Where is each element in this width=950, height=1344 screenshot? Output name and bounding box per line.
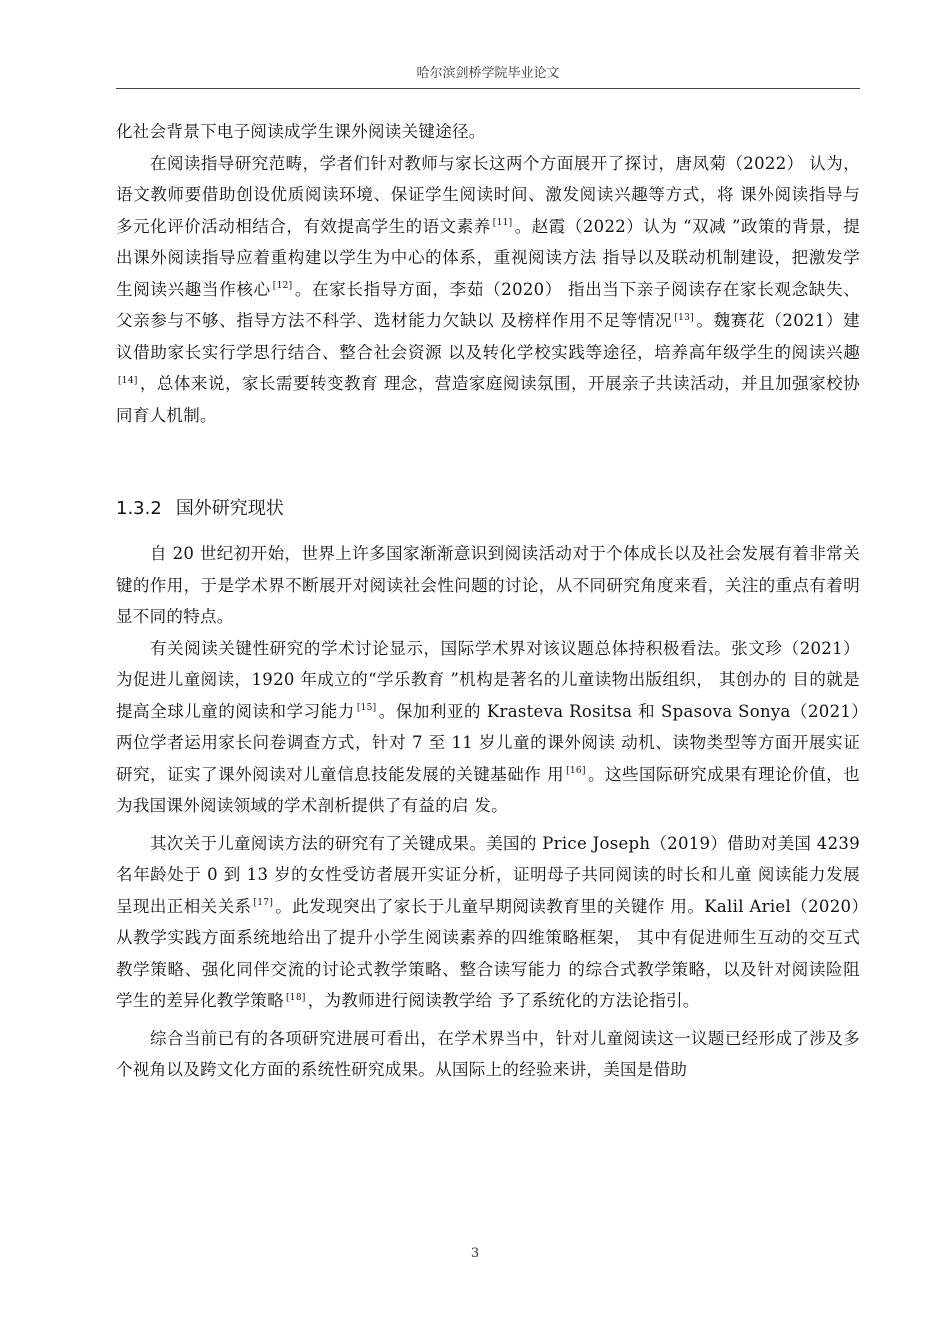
text-run: 。此发现突出了家长于儿童早期阅读教育里的关键作 用。Kalil Ariel（2020）从教学实践方面系统地给出了提升小学生阅读素养的四维策略框架， 其中有促进师生互动的交互式教学策略、强化同伴交流的讨论式教学策略、整合读写能力 的综合式教学策略，以及针对阅读险阻学生的差异化教学策略 [116,896,861,1010]
page-number: 3 [470,1246,480,1261]
text-run: 有关阅读关键性研究的学术讨论显示，国际学术界对该议题总体持积极看法。张文珍（2021）为促进儿童阅读，1920 年成立的“学乐教育 ”机构是著名的儿童读物出版组织， 其创办的 目的就是提高全球儿童的阅读和学习能力 [116,638,860,721]
citation: [13] [674,312,694,323]
paragraph: 自 20 世纪初开始，世界上许多国家渐渐意识到阅读活动对于个体成长以及社会发展有着非常关键的作用，于是学术界不断展开对阅读社会性问题的讨论，从不同研究角度来看，关注的重点有着明显不同的特点。 [116,544,860,626]
header-rule [116,88,860,89]
citation: [17] [253,898,274,908]
running-header: 哈尔滨剑桥学院毕业论文 [416,66,560,81]
citation: [14] [118,375,138,386]
paragraph [116,828,860,1017]
text-run: ，总体来说，家长需要转变教育 理念，营造家庭阅读氛围，开展亲子共读活动，并且加强家校协同育人机制。 [116,374,860,425]
text-run: 其次关于儿童阅读方法的研究有了关键成果。美国的 Price Joseph（2019）借助对美国 4239 名年龄处于 0 到 13 岁的女性受访者展开实证分析，证明母子共同阅读的时长和儿童 阅读能力发展呈现出正相关关系 [116,833,860,916]
citation: [18] [286,992,306,1003]
section-title: 国外研究现状 [175,498,284,519]
section-1-3-1-text [116,116,860,431]
text-run: 。在家长指导方面，李茹（2020） 指出当下亲子阅读存在家长观念缺失、父亲参与不够、指导方法不科学、选材能力欠缺以 及榜样作用不足等情况 [116,279,860,330]
citation: [15] [356,703,377,713]
text-run: ，为教师进行阅读教学给 予了系统化的方法论指引。 [307,991,700,1010]
citation: [11] [492,218,513,228]
paragraph: 综合当前已有的各项研究进展可看出，在学术界当中，针对儿童阅读这一议题已经形成了涉及多个视角以及跨文化方面的系统性研究成果。从国际上的经验来讲，美国是借助 [116,1028,860,1079]
text-run: 。保加利亚的 Krasteva Rositsa 和 Spasova Sonya（2021）两位学者运用家长问卷调查方式，针对 7 至 11 岁儿童的课外阅读 动机、读物类型等方面开展实证研究，证实了课外阅读对儿童信息技能发展的关键基础作 用 [116,701,860,784]
paragraph [116,148,860,432]
section-heading [116,494,284,520]
section-1-3-2-text [116,538,860,1086]
paragraph [116,633,860,822]
paragraph: 化社会背景下电子阅读成学生课外阅读关键途径。 [116,122,486,141]
text-run: 。赵霞（2022）认为 “双减 ”政策的背景，提出课外阅读指导应着重构建以学生为中心的体系，重视阅读方法 指导以及联动机制建设，把激发学生阅读兴趣当作核心 [116,216,860,299]
text-run: 。魏赛花（2021）建议借助家长实行学思行结合、整合社会资源 以及转化学校实践等途径，培养高年级学生的阅读兴趣 [116,311,860,362]
citation: [16] [566,766,586,776]
text-run: 。这些国际研究成果有理论价值，也为我国课外阅读领域的学术剖析提供了有益的启 发。 [116,764,860,815]
section-number: 1.3.2 [116,498,162,519]
citation: [12] [272,281,293,291]
text-run: 在阅读指导研究范畴，学者们针对教师与家长这两个方面展开了探讨，唐凤菊（2022） 认为，语文教师要借助创设优质阅读环境、保证学生阅读时间、激发阅读兴趣等方式，将 课外阅读指导与多元化评价活动相结合，有效提高学生的语文素养 [116,153,860,236]
